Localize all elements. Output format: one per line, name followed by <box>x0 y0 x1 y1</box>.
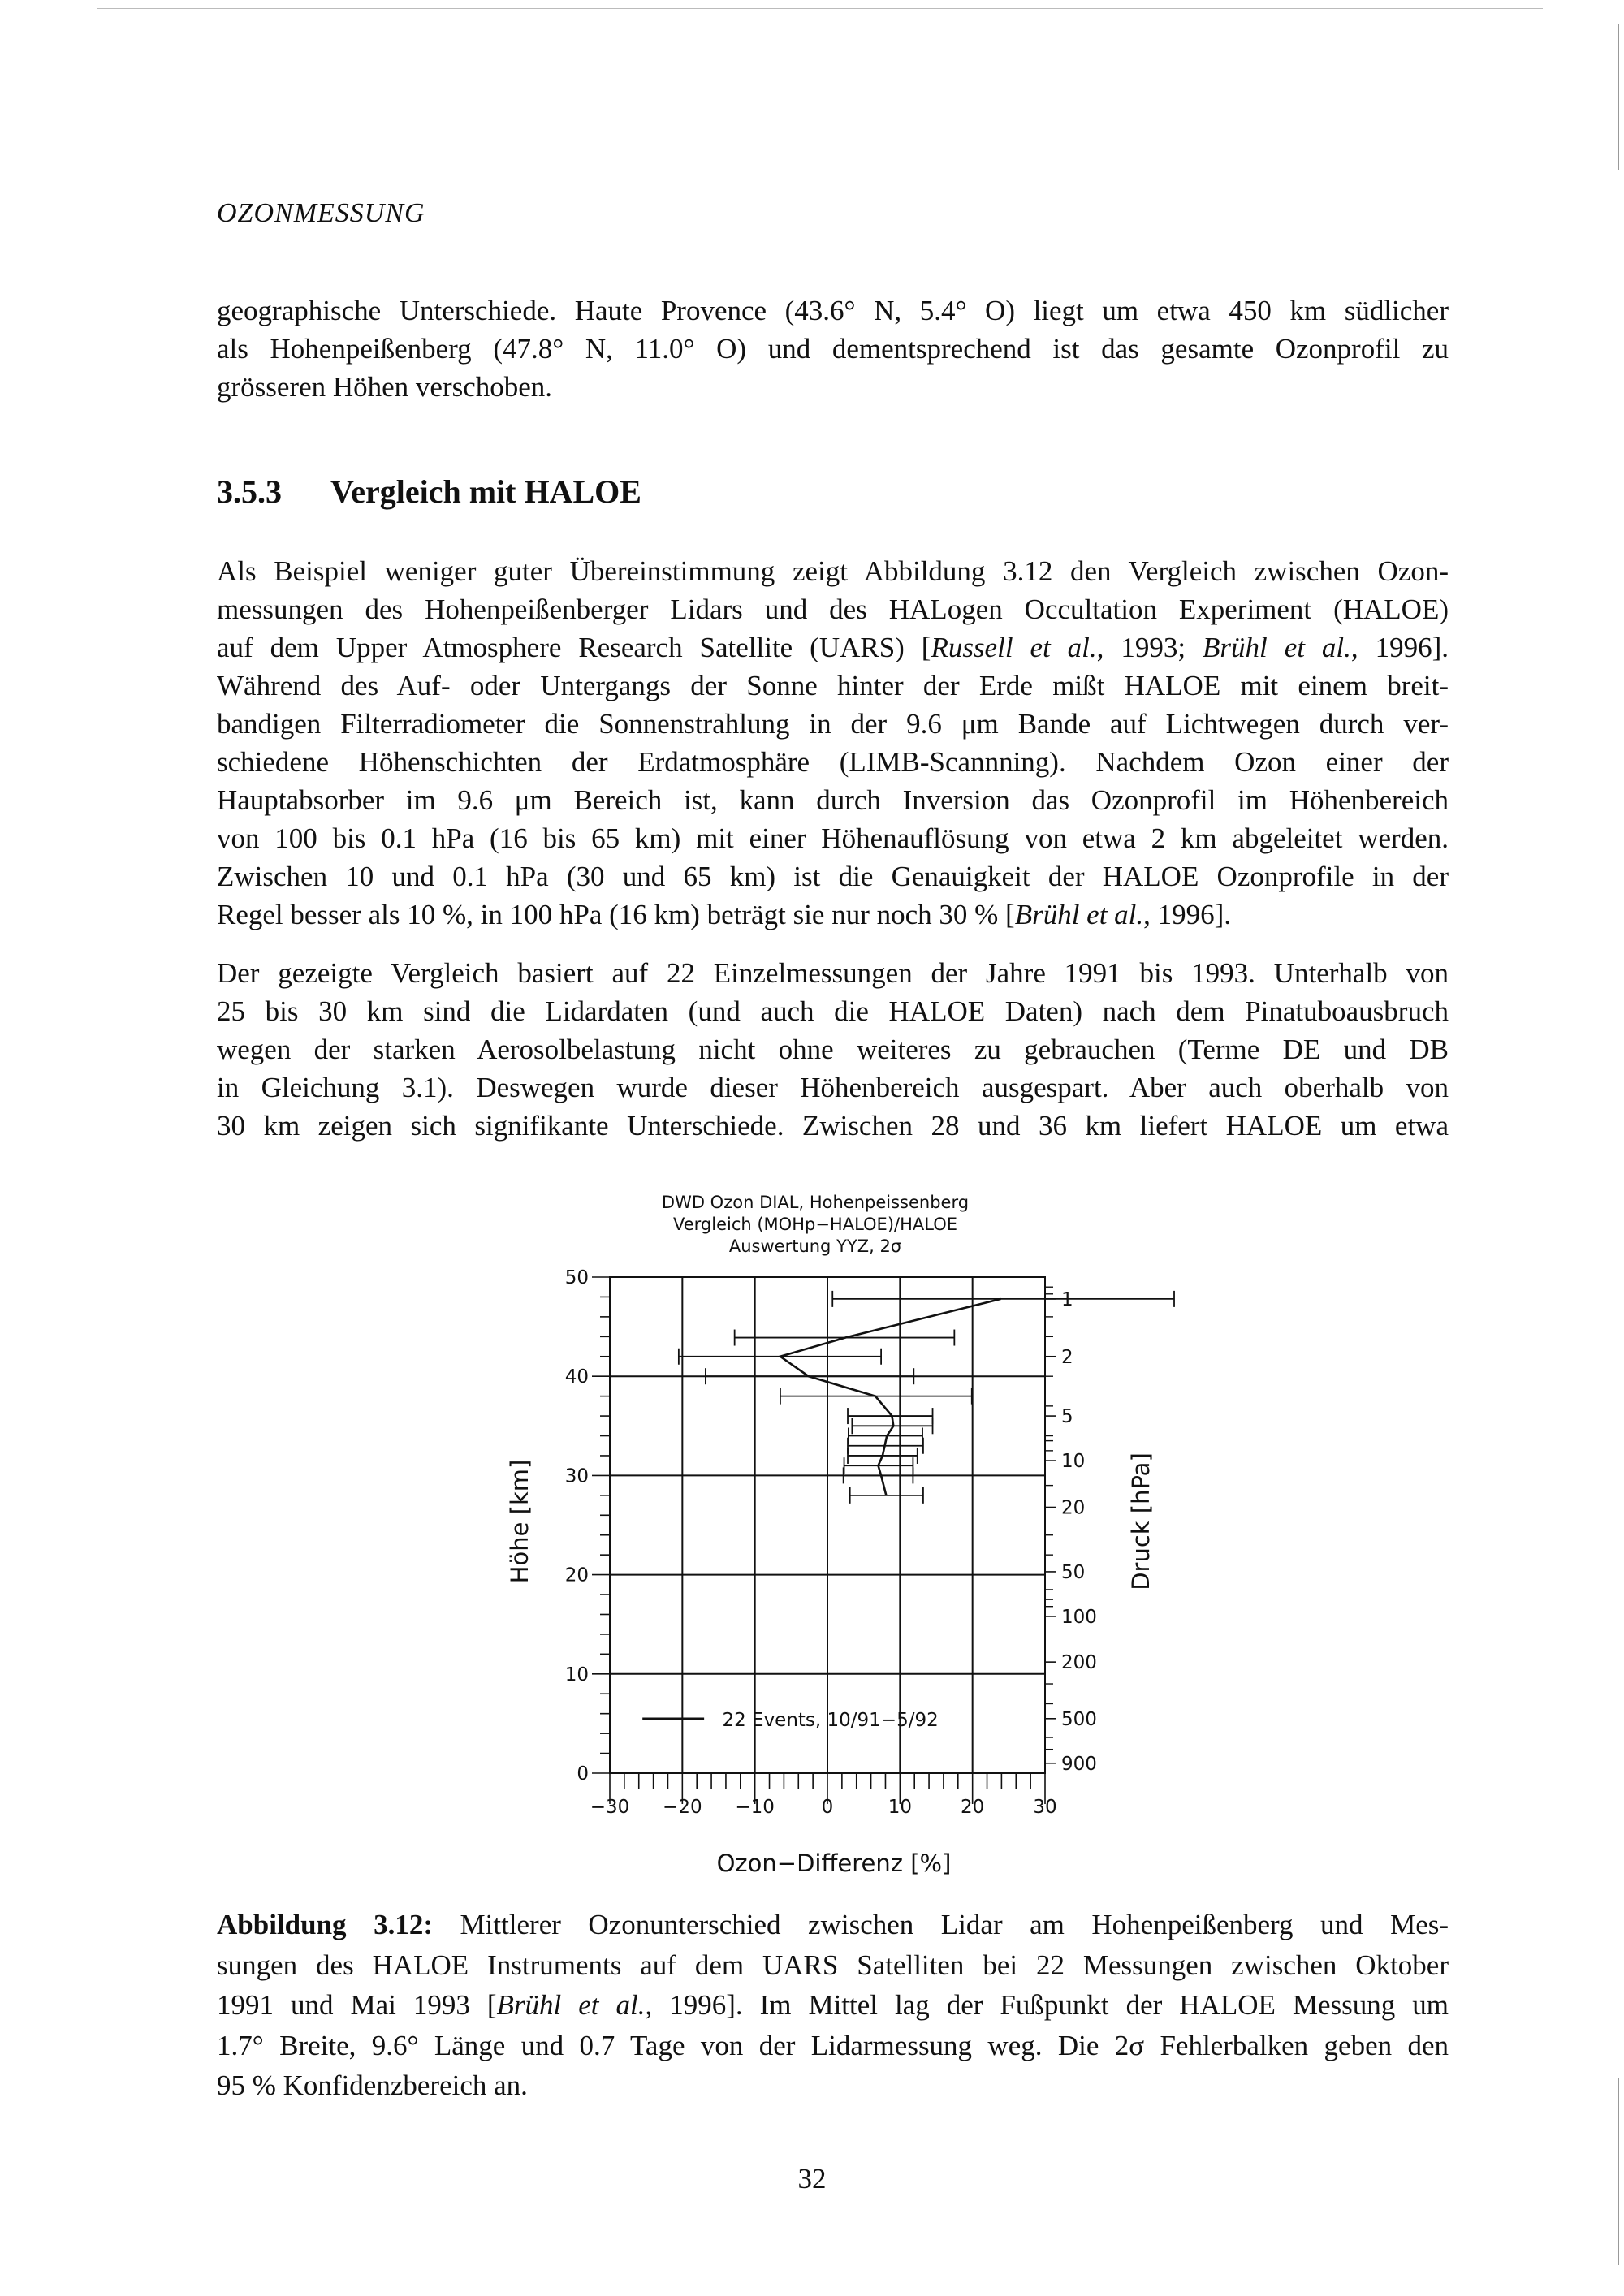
y-tick-label: 10 <box>564 1664 589 1685</box>
y2-tick-label: 900 <box>1061 1753 1097 1775</box>
figure-caption <box>217 1905 1449 2106</box>
text-line: 95 % Konfidenzbereich an. <box>217 2069 528 2101</box>
text-line <box>217 1905 1449 1945</box>
chart-title-line: DWD Ozon DIAL, Hohenpeissenberg <box>661 1193 970 1212</box>
text-line: in Gleichung 3.1). Deswegen wurde dieser Höhenbereich ausgespart. Aber auch oberhalb von <box>217 1072 1449 1103</box>
y2-tick-label: 10 <box>1061 1451 1086 1473</box>
citation-text: Brühl et al. <box>496 1989 646 2021</box>
section-title: Vergleich mit HALOE <box>330 473 641 510</box>
y-tick-label: 40 <box>564 1366 589 1388</box>
text-line: messungen des Hohenpeißenberger Lidars und des HALogen Occultation Experiment (HALOE) <box>217 593 1449 625</box>
y2-tick-label: 20 <box>1061 1497 1086 1519</box>
y2-tick-label: 1 <box>1061 1288 1073 1310</box>
y-tick-label: 0 <box>577 1763 589 1785</box>
text-line: 30 km zeigen sich signifikante Unterschiede. Zwischen 28 und 36 km liefert HALOE um etwa <box>217 1110 1449 1142</box>
text-line: schiedene Höhenschichten der Erdatmosphäre (LIMB-Scannning). Nachdem Ozon einer der <box>217 746 1449 778</box>
text-line: Hauptabsorber im 9.6 μm Bereich ist, kann durch Inversion das Ozonprofil im Höhenbereich <box>217 784 1449 816</box>
chart-title-line: Auswertung YYZ, 2σ <box>728 1236 902 1256</box>
citation-text: Russell et al. <box>931 632 1097 663</box>
text-line: als Hohenpeißenberg (47.8° N, 11.0° O) und dementsprechend ist das gesamte Ozonprofil zu <box>217 333 1449 365</box>
text-line: 25 bis 30 km sind die Lidardaten (und auch die HALOE Daten) nach dem Pinatuboausbruch <box>217 995 1449 1027</box>
page-number: 32 <box>797 2163 827 2195</box>
section-number: 3.5.3 <box>217 473 282 510</box>
x-tick-label: 0 <box>821 1797 834 1818</box>
y-tick-label: 50 <box>564 1267 589 1288</box>
chart-title-line: Vergleich (MOHp−HALOE)/HALOE <box>672 1215 958 1234</box>
citation-text: Brühl et al. <box>1203 632 1351 663</box>
y2-tick-label: 100 <box>1061 1606 1097 1628</box>
text-line: 1.7° Breite, 9.6° Länge und 0.7 Tage von der Lidarmessung weg. Die 2σ Fehlerbalken geben den <box>217 2029 1449 2061</box>
text-segment: , 1996]. <box>1143 899 1232 930</box>
text-line: wegen der starken Aerosolbelastung nicht ohne weiteres zu gebrauchen (Terme DE und DB <box>217 1034 1449 1065</box>
text-segment: Mittlerer Ozonunterschied zwischen Lidar am Hohenpeißenberg und Mes- <box>432 1909 1449 1940</box>
text-line: Während des Auf- oder Untergangs der Sonne hinter der Erde mißt HALOE mit einem breit- <box>217 670 1449 701</box>
text-line: grösseren Höhen verschoben. <box>217 371 553 403</box>
x-tick-label: 20 <box>961 1797 985 1818</box>
y2-tick-label: 500 <box>1061 1708 1097 1730</box>
y2-tick-label: 200 <box>1061 1652 1097 1674</box>
citation-text: Brühl et al. <box>1014 899 1144 930</box>
text-line: bandigen Filterradiometer die Sonnenstrahlung in der 9.6 μm Bande auf Lichtwegen durch ver- <box>217 708 1449 740</box>
text-segment: auf dem Upper Atmosphere Research Satellite (UARS) [ <box>217 632 931 663</box>
text-segment: , 1996]. <box>1350 632 1449 663</box>
y-axis-label: Höhe [km] <box>506 1459 533 1584</box>
text-line: sungen des HALOE Instruments auf dem UARS Satelliten bei 22 Messungen zwischen Oktober <box>217 1949 1449 1981</box>
x-tick-label: 30 <box>1033 1797 1057 1818</box>
caption-label: Abbildung 3.12: <box>217 1909 433 1940</box>
x-tick-label: −10 <box>735 1797 775 1818</box>
x-tick-label: −30 <box>590 1797 630 1818</box>
y-tick-label: 20 <box>564 1564 589 1586</box>
text-segment: , 1993; <box>1096 632 1203 663</box>
text-line: von 100 bis 0.1 hPa (16 bis 65 km) mit einer Höhenauflösung von etwa 2 km abgeleitet werden. <box>217 822 1449 854</box>
text-line: Zwischen 10 und 0.1 hPa (30 und 65 km) ist die Genauigkeit der HALOE Ozonprofile in der <box>217 861 1449 892</box>
y2-tick-label: 50 <box>1061 1561 1086 1583</box>
x-tick-label: −20 <box>663 1797 702 1818</box>
text-segment: Regel besser als 10 %, in 100 hPa (16 km) beträgt sie nur noch 30 % [ <box>217 899 1015 930</box>
x-axis-label: Ozon−Differenz [%] <box>716 1849 952 1877</box>
y-tick-label: 30 <box>564 1465 589 1487</box>
text-segment: , 1996]. Im Mittel lag der Fußpunkt der HALOE Messung um <box>645 1989 1449 2021</box>
legend-label: 22 Events, 10/91−5/92 <box>722 1709 939 1731</box>
text-line: Der gezeigte Vergleich basiert auf 22 Einzelmessungen der Jahre 1991 bis 1993. Unterhalb von <box>217 957 1449 989</box>
x-tick-label: 10 <box>888 1797 912 1818</box>
y2-tick-label: 2 <box>1061 1346 1073 1368</box>
running-head: OZONMESSUNG <box>217 198 425 228</box>
y2-axis-label: Druck [hPa] <box>1127 1452 1155 1590</box>
text-line: geographische Unterschiede. Haute Provence (43.6° N, 5.4° O) liegt um etwa 450 km südlicher <box>217 295 1449 326</box>
text-segment: 1991 und Mai 1993 [ <box>217 1989 497 2021</box>
y2-tick-label: 5 <box>1061 1406 1073 1428</box>
text-line: Als Beispiel weniger guter Übereinstimmung zeigt Abbildung 3.12 den Vergleich zwischen Ozon- <box>217 555 1449 587</box>
text-line <box>217 1985 1449 2026</box>
